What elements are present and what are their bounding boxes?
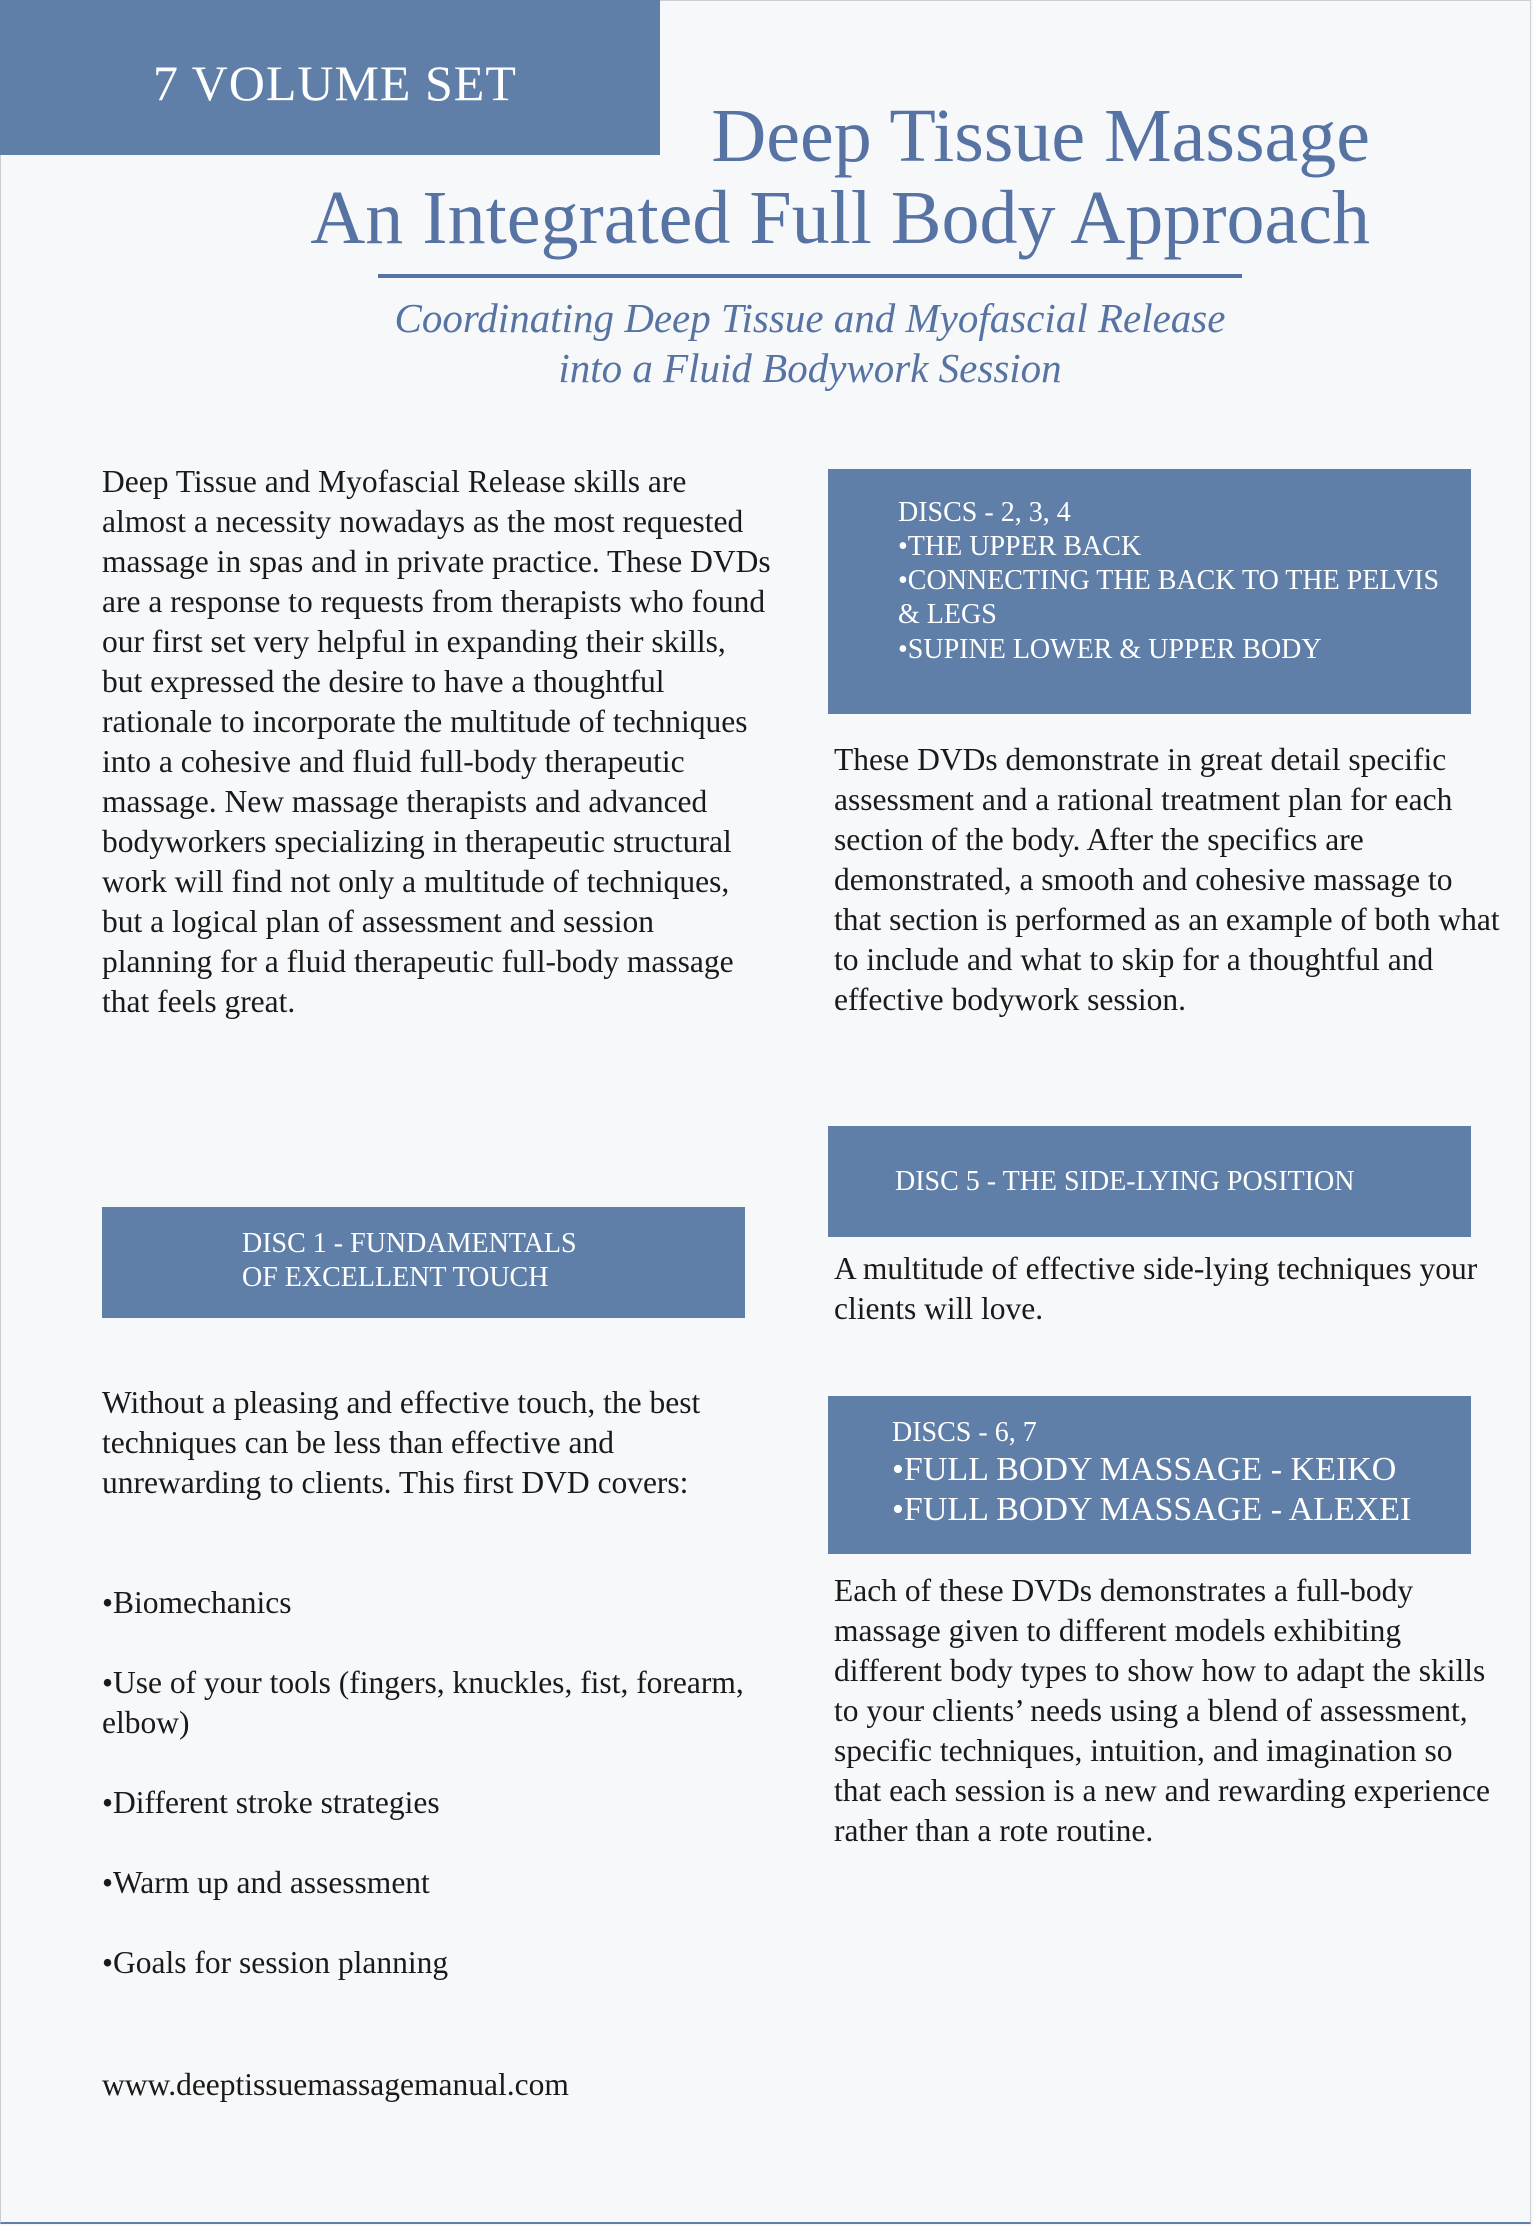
list-item: •FULL BODY MASSAGE - KEIKO (892, 1451, 1397, 1489)
disc1-description: Without a pleasing and effective touch, the best techniques can be less than effective and unrewarding to clients. This first DVD covers: (102, 1385, 701, 1500)
volume-banner: 7 VOLUME SET (0, 0, 660, 155)
subtitle-line-1: Coordinating Deep Tissue and Myofascial Release (394, 295, 1226, 341)
list-item: •Warm up and assessment (102, 1865, 430, 1900)
title-divider (378, 274, 1242, 278)
disc1-topic-list (102, 1543, 772, 2023)
list-item: •THE UPPER BACK (898, 531, 1142, 563)
disc1-heading-line-2: OF EXCELLENT TOUCH (242, 1262, 549, 1294)
list-item: •Goals for session planning (102, 1945, 449, 1980)
discs234-heading-box (828, 469, 1471, 714)
disc5-heading-box (828, 1126, 1471, 1237)
website-url: www.deeptissuemassagemanual.com (102, 2067, 569, 2102)
subtitle-line-2: into a Fluid Bodywork Session (558, 345, 1062, 391)
list-item: •Use of your tools (fingers, knuckles, fist, forearm, elbow) (102, 1665, 744, 1740)
discs67-description: Each of these DVDs demonstrates a full-body massage given to different models exhibiting different body types to show how to adapt the skills to your clients’ needs using a blend of assessment, specific techniques, intuition, and imagination so that each session is a new and rewarding experience rather than a rote routine. (834, 1573, 1490, 1848)
discs67-heading: DISCS - 6, 7 (892, 1417, 1037, 1448)
discs67-heading-box (828, 1396, 1471, 1554)
discs234-heading: DISCS - 2, 3, 4 (898, 497, 1071, 528)
list-item: •CONNECTING THE BACK TO THE PELVIS & LEGS (898, 565, 1440, 631)
list-item: •Biomechanics (102, 1585, 292, 1620)
list-item: •Different stroke strategies (102, 1785, 440, 1820)
intro-paragraph: Deep Tissue and Myofascial Release skills are almost a necessity nowadays as the most requested massage in spas and in private practice. These DVDs are a response to requests from therapists who found our first set very helpful in expanding their skills, but expressed the desire to have a thoughtful rationale to incorporate the multitude of techniques into a cohesive and fluid full-body therapeutic massage. New massage therapists and advanced bodyworkers specializing in therapeutic structural work will find not only a multitude of techniques, but a logical plan of assessment and session planning for a fluid therapeutic full-body massage that feels great. (102, 464, 771, 1019)
title-line-1: Deep Tissue Massage (711, 94, 1370, 178)
disc1-section (102, 1343, 772, 2063)
title-line-2: An Integrated Full Body Approach (310, 176, 1370, 260)
disc1-heading-line-1: DISC 1 - FUNDAMENTALS (242, 1228, 577, 1259)
list-item: •FULL BODY MASSAGE - ALEXEI (892, 1490, 1412, 1528)
disc5-description: A multitude of effective side-lying techniques your clients will love. (834, 1251, 1478, 1326)
disc5-heading: DISC 5 - THE SIDE-LYING POSITION (895, 1166, 1355, 1197)
disc1-heading-box (102, 1207, 745, 1318)
list-item: •SUPINE LOWER & UPPER BODY (898, 633, 1322, 665)
discs234-description: These DVDs demonstrate in great detail specific assessment and a rational treatment plan for each section of the body. After the specifics are demonstrated, a smooth and cohesive massage to that section is performed as an example of both what to include and what to skip for a thoughtful and effective bodywork session. (834, 742, 1500, 1017)
